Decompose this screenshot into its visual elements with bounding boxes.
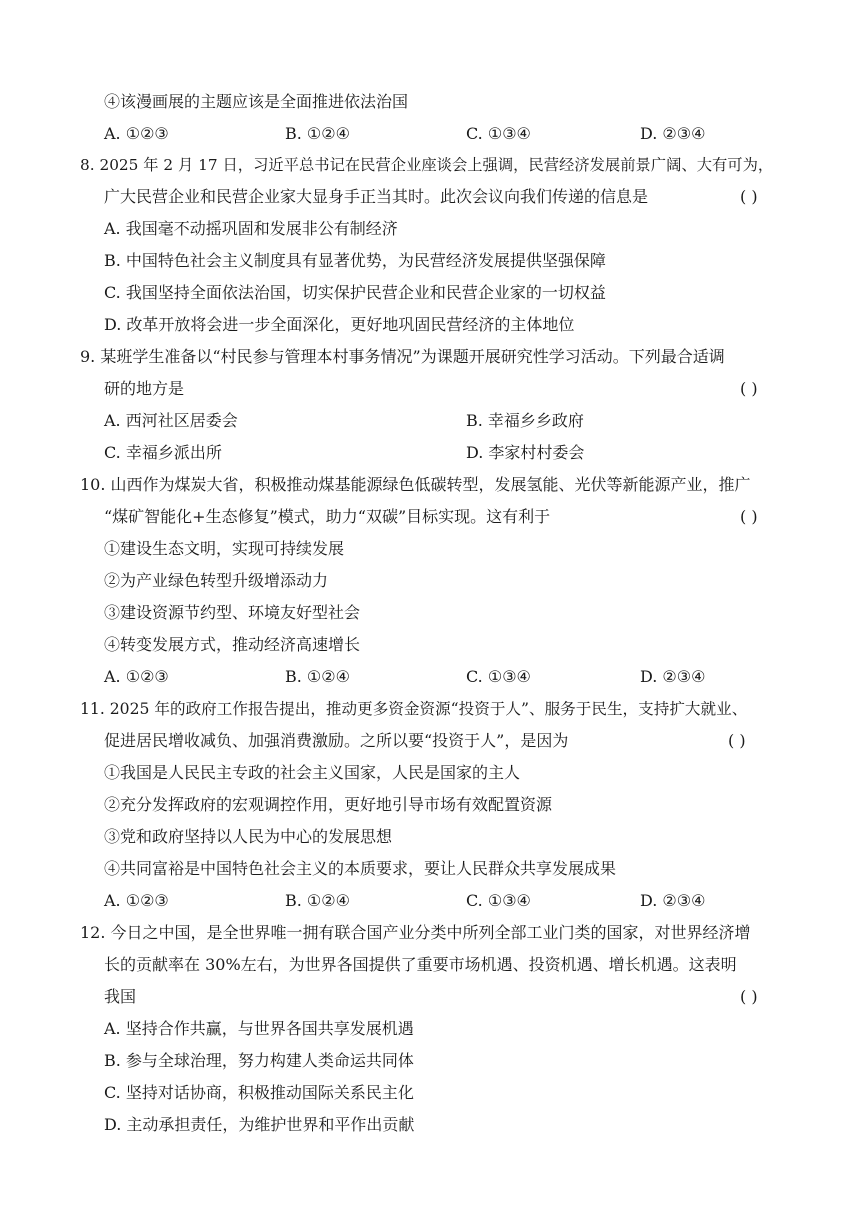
q7-statement-4: ④该漫画展的主题应该是全面推进依法治国 [104,92,409,111]
q7-option-c: C. ①③④ [466,124,531,143]
q12-option-c: C. 坚持对话协商，积极推动国际关系民主化 [104,1083,414,1102]
q8-option-c: C. 我国坚持全面依法治国，切实保护民营企业和民营企业家的一切权益 [104,283,606,302]
q12-stem-line3: 我国 [104,987,137,1006]
q7-option-b: B. ①②④ [285,124,350,143]
q9-option-c: C. 幸福乡派出所 [104,443,222,462]
q12-option-d: D. 主动承担责任，为维护世界和平作出贡献 [104,1115,415,1134]
q12-option-a: A. 坚持合作共赢，与世界各国共享发展机遇 [104,1019,414,1038]
q10-option-a: A. ①②③ [104,667,169,686]
q8-option-d: D. 改革开放将会进一步全面深化，更好地巩固民营经济的主体地位 [104,315,575,334]
q10-statement-1: ①建设生态文明，实现可持续发展 [104,539,345,558]
q9-option-d: D. 李家村村委会 [466,443,585,462]
q8-answer-paren: ( ) [740,187,758,206]
q9-answer-paren: ( ) [740,379,758,398]
q11-statement-4: ④共同富裕是中国特色社会主义的本质要求，要让人民群众共享发展成果 [104,859,617,878]
q11-statement-2: ②充分发挥政府的宏观调控作用，更好地引导市场有效配置资源 [104,795,553,814]
q10-option-b: B. ①②④ [285,667,350,686]
q11-option-b: B. ①②④ [285,891,350,910]
q11-statement-1: ①我国是人民民主专政的社会主义国家，人民是国家的主人 [104,763,521,782]
q12-option-b: B. 参与全球治理，努力构建人类命运共同体 [104,1051,414,1070]
q9-option-b: B. 幸福乡乡政府 [466,411,584,430]
q11-stem-line2: 促进居民增收减负、加强消费激励。之所以要“投资于人”，是因为 [104,731,569,750]
q12-stem-line1: 12. 今日之中国，是全世界唯一拥有联合国产业分类中所列全部工业门类的国家，对世界经济增 [80,923,751,942]
q8-option-a: A. 我国毫不动摇巩固和发展非公有制经济 [104,219,398,238]
q9-stem-line1: 9. 某班学生准备以“村民参与管理本村事务情况”为课题开展研究性学习活动。下列最合适调 [80,347,725,366]
q11-stem-line1: 11. 2025 年的政府工作报告提出，推动更多资金资源“投资于人”、服务于民生，支持扩大就业、 [80,700,748,718]
q10-stem-line2: “煤矿智能化+生态修复”模式，助力“双碳”目标实现。这有利于 [104,507,551,526]
q10-statement-2: ②为产业绿色转型升级增添动力 [104,571,329,590]
q12-stem-line2: 长的贡献率在 30%左右，为世界各国提供了重要市场机遇、投资机遇、增长机遇。这表明 [104,955,737,974]
q7-option-d: D. ②③④ [640,124,706,143]
q10-statement-3: ③建设资源节约型、环境友好型社会 [104,603,361,622]
q10-statement-4: ④转变发展方式，推动经济高速增长 [104,635,361,654]
q11-statement-3: ③党和政府坚持以人民为中心的发展思想 [104,827,393,846]
q7-option-a: A. ①②③ [104,124,169,143]
q8-option-b: B. 中国特色社会主义制度具有显著优势，为民营经济发展提供坚强保障 [104,251,606,270]
q9-option-a: A. 西河社区居委会 [104,411,238,430]
q10-answer-paren: ( ) [740,507,758,526]
q12-answer-paren: ( ) [740,987,758,1006]
q10-option-d: D. ②③④ [640,667,706,686]
q10-option-c: C. ①③④ [466,667,531,686]
q11-option-c: C. ①③④ [466,891,531,910]
q8-stem-line1: 8. 2025 年 2 月 17 日，习近平总书记在民营企业座谈会上强调，民营经济发展前景广阔、大有可为， [80,156,774,174]
q11-option-a: A. ①②③ [104,891,169,910]
q9-stem-line2: 研的地方是 [104,379,185,398]
q8-stem-line2: 广大民营企业和民营企业家大显身手正当其时。此次会议向我们传递的信息是 [104,187,649,206]
q11-option-d: D. ②③④ [640,891,706,910]
q11-answer-paren: ( ) [728,731,746,750]
q10-stem-line1: 10. 山西作为煤炭大省，积极推动煤基能源绿色低碳转型，发展氢能、光伏等新能源产业，推广 [80,475,751,494]
